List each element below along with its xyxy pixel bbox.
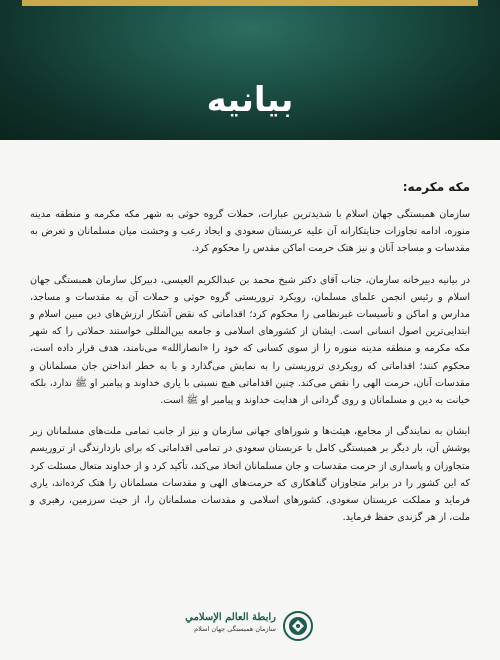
- logo-arabic-text: رابطة العالم الإسلامي: [185, 612, 276, 623]
- logo-persian-text: سازمان همبستگی جهان اسلام: [194, 625, 276, 633]
- paragraph-2: در بیانیه دبیرخانه سازمان، جناب آقای دکتر شیخ محمد بن عبدالکریم العیسی، دبیرکل سازمان همبستگی جهان اسلام و رئیس انجمن علمای مسلمان، رویکرد تروریستی گروه حوثی و حملات آن به مقدسات و مساجد، مدارس و اماکن و تأسیسات غیرنظامی را محکوم کرد؛ اقداماتی که نقض آشکار ارزش‌های دین مبین اسلام و ابتدایی‌ترین اصول انسانی است. ایشان از کشورهای اسلامی و جامعه بین‌المللی خواستند حملاتی را که شهر مکه مکرمه و منطقه مدینه منوره را از سوی کسانی که خود را «انصارالله» می‌نامند، هدف قرار داده است، محکوم کنند؛ اقداماتی که رویکردی تروریستی را به نمایش می‌گذارد و با به خطر انداختن جان مسلمانان و مقدسات آنان، حرمت الهی را نقض می‌کند. چنین اقداماتی هیچ نسبتی با یاری خداوند و پیامبر او ﷺ ندارد، بلکه خیانت به دین و مسلمانان و روی گردانی از هدایت خداوند و پیامبر او ﷺ است.: [30, 274, 470, 407]
- statement-body: [30, 180, 470, 540]
- header-banner: [0, 0, 500, 140]
- organization-logo: [180, 609, 320, 643]
- mwl-emblem-icon: [280, 609, 316, 647]
- salutation: مکه مکرمه:: [402, 180, 470, 194]
- logo-text: [185, 611, 276, 634]
- footer: [0, 605, 500, 645]
- paragraph-1: سازمان همبستگی جهان اسلام با شدیدترین عبارات، حملات گروه حوثی به شهر مکه مکرمه و منطقه مدینه منوره، ادامه تجاوزات جنایتکارانه آن علیه عربستان سعودی و ایجاد رعب و وحشت میان مسلمانان و تعرض به مقدسات و مساجد آنان و نیز هتک حرمت اماکن مقدس را محکوم کرد.: [30, 209, 470, 255]
- paragraph-3: ایشان به نمایندگی از مجامع، هیئت‌ها و شوراهای جهانی سازمان و نیز از جانب تمامی ملت‌های مسلمانان زیر پوشش آن، بار دیگر بر همبستگی کامل با عربستان سعودی در تمامی اقداماتی که برای بازدارندگی از تروریسم متجاوزان و پاسداری از حرمت مقدسات و جان مسلمانان اتخاذ می‌کند، تأکید کرد و از خداوند متعال مسئلت کرد که این کشور را در برابر متجاوزان گناهکاری که حرمت‌های الهی و مقدسات مسلمانان را هتک کرده‌اند، یاری فرماید و مملکت عربستان سعودی، کشورهای اسلامی و مقدسات مسلمانان را، از حیث سرزمین، رهبری و ملت، از هر گزندی حفظ فرماید.: [30, 426, 470, 524]
- gold-top-bar: [22, 0, 478, 6]
- page-title: بیانیه: [206, 80, 294, 120]
